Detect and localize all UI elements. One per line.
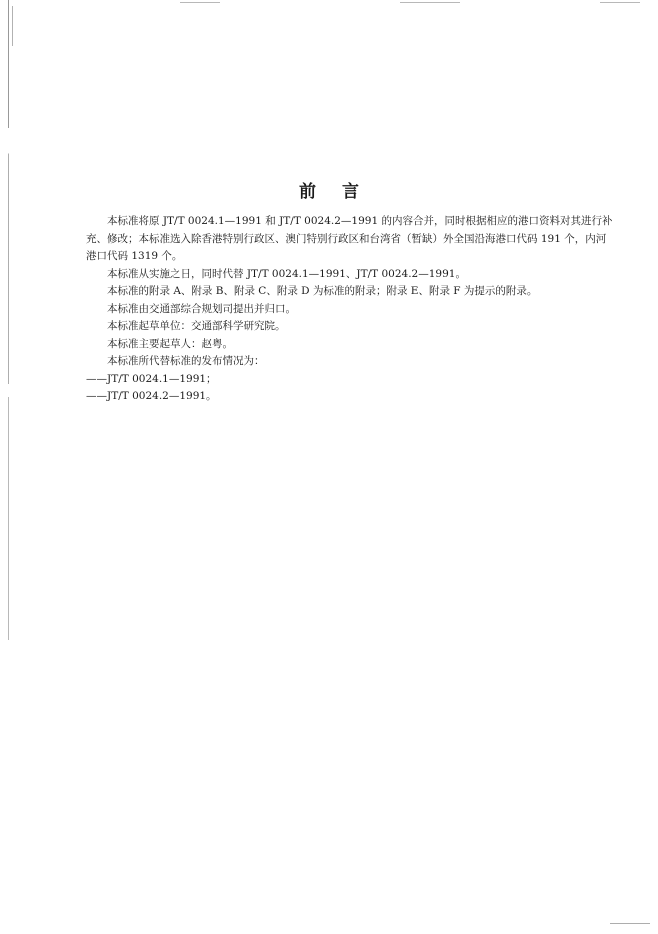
paragraph: 本标准起草单位：交通部科学研究院。 [107,320,286,332]
paragraph: 本标准将原 JT/T 0024.1—1991 和 JT/T 0024.2—1991 的内容合并，同时根据相应的港口资料对其进行补充、修改；本标准选入除香港特别行政区、澳门特别行政区和台湾省（暂缺）外全国沿海港口代码 191 个，内河港口代码 1319 个。 [86,215,613,262]
scan-top-mark [600,2,640,3]
title-char: 前 [299,182,316,202]
scan-edge-mark [12,6,13,46]
replaced-standard-item: ——JT/T 0024.2—1991。 [86,390,217,402]
page-title [0,177,658,202]
paragraph: 本标准所代替标准的发布情况为： [107,355,265,367]
scan-bottom-mark [610,923,650,924]
title-char: 言 [342,182,359,202]
scan-edge-mark [8,0,9,640]
paragraph: 本标准从实施之日，同时代替 JT/T 0024.1—1991、JT/T 0024.2—1991。 [107,267,466,280]
paragraph: 本标准的附录 A、附录 B、附录 C、附录 D 为标准的附录；附录 E、附录 F 为提示的附录。 [107,285,538,297]
replaced-standard-item: ——JT/T 0024.1—1991； [86,372,217,385]
scan-top-mark [400,2,460,3]
preface-body [86,213,616,406]
paragraph: 本标准主要起草人：赵粤。 [107,337,233,350]
paragraph: 本标准由交通部综合规划司提出并归口。 [107,302,296,315]
scan-top-mark [180,2,220,3]
